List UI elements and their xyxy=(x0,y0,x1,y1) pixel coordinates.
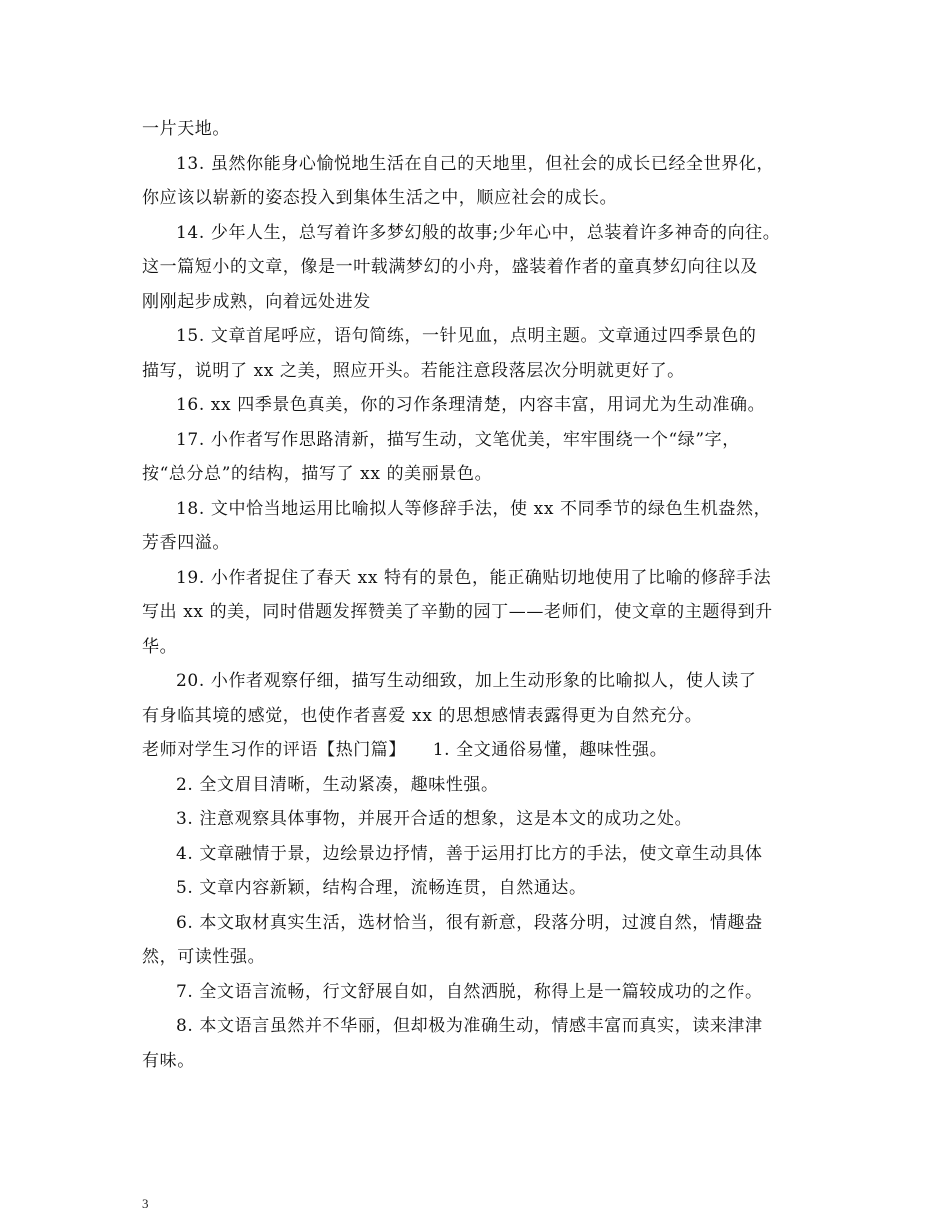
text-line: 6. 本文取材真实生活，选材恰当，很有新意，段落分明，过渡自然，情趣盎 xyxy=(176,912,763,933)
text-line: 7. 全文语言流畅，行文舒展自如，自然洒脱，称得上是一篇较成功的之作。 xyxy=(176,981,763,1002)
text-line: 有身临其境的感觉，也使作者喜爱 xx 的思想感情表露得更为自然充分。 xyxy=(142,705,703,726)
text-line: 华。 xyxy=(142,636,178,657)
text-line: 芳香四溢。 xyxy=(142,533,230,553)
text-line: 5. 文章内容新颖，结构合理，流畅连贯，自然通达。 xyxy=(176,878,587,898)
text-line: 按“总分总”的结构，描写了 xx 的美丽景色。 xyxy=(142,464,493,484)
text-line: 然，可读性强。 xyxy=(142,947,266,967)
body-text xyxy=(142,112,812,1078)
page-number: 3 xyxy=(142,1196,149,1211)
text-line: 15. 文章首尾呼应，语句简练，一针见血，点明主题。文章通过四季景色的 xyxy=(176,326,757,346)
text-line: 18. 文中恰当地运用比喻拟人等修辞手法，使 xx 不同季节的绿色生机盎然， xyxy=(176,498,772,519)
text-line: 14. 少年人生，总写着许多梦幻般的故事;少年心中，总装着许多神奇的向往。 xyxy=(176,222,781,243)
text-line: 8. 本文语言虽然并不华丽，但却极为准确生动，情感丰富而真实，读来津津 xyxy=(176,1016,763,1036)
text-line: 一片天地。 xyxy=(142,119,230,139)
text-line: 写出 xx 的美，同时借题发挥赞美了辛勤的园丁——老师们，使文章的主题得到升 xyxy=(142,602,773,622)
text-line: 描写，说明了 xx 之美，照应开头。若能注意段落层次分明就更好了。 xyxy=(142,360,685,381)
section-heading-line: 老师对学生习作的评语【热门篇】 1. 全文通俗易懂，趣味性强。 xyxy=(142,740,668,760)
text-line: 13. 虽然你能身心愉悦地生活在自己的天地里，但社会的成长已经全世界化， xyxy=(176,153,775,174)
text-line: 16. xx 四季景色真美，你的习作条理清楚，内容丰富，用词尤为生动准确。 xyxy=(176,395,766,415)
text-line: 20. 小作者观察仔细，描写生动细致，加上生动形象的比喻拟人，使人读了 xyxy=(176,671,757,691)
text-line: 你应该以崭新的姿态投入到集体生活之中，顺应社会的成长。 xyxy=(142,188,618,208)
text-line: 刚刚起步成熟，向着远处进发 xyxy=(142,291,371,312)
text-line: 2. 全文眉目清晰，生动紧凑，趣味性强。 xyxy=(176,774,499,795)
text-line: 4. 文章融情于景，边绘景边抒情，善于运用打比方的手法，使文章生动具体 xyxy=(176,843,763,864)
text-line: 17. 小作者写作思路清新，描写生动，文笔优美，牢牢围绕一个“绿”字， xyxy=(176,429,740,450)
text-line: 这一篇短小的文章，像是一叶载满梦幻的小舟，盛装着作者的童真梦幻向往以及 xyxy=(142,257,758,277)
text-line: 有味。 xyxy=(142,1050,195,1071)
text-line: 19. 小作者捉住了春天 xx 特有的景色，能正确贴切地使用了比喻的修辞手法 xyxy=(176,567,772,588)
text-line: 3. 注意观察具体事物，并展开合适的想象，这是本文的成功之处。 xyxy=(176,809,693,829)
